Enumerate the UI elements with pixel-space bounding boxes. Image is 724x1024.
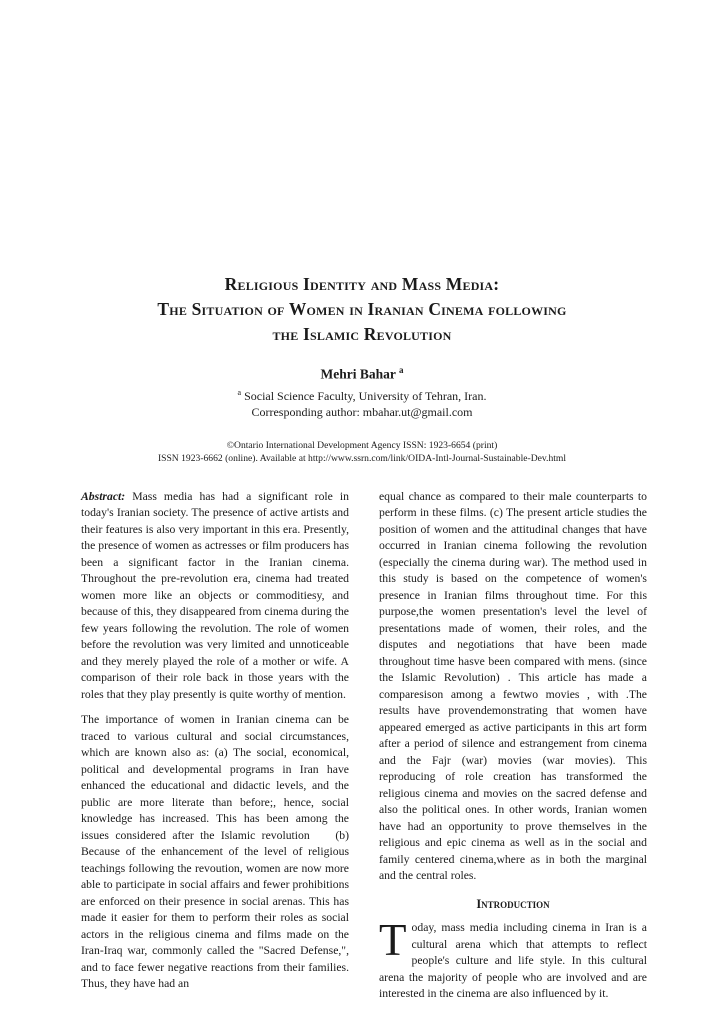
abstract-paragraph <box>81 489 349 704</box>
author-superscript: a <box>399 365 404 375</box>
affiliation-text: Social Science Faculty, University of Tehran, Iran. <box>244 388 487 403</box>
body-columns <box>0 466 724 1012</box>
author-name <box>0 362 724 383</box>
publisher-line-2: ISSN 1923-6662 (online). Available at http://www.ssrn.com/link/OIDA-Intl-Journal-Sustainable-Dev.html <box>157 453 567 464</box>
abstract-label: Abstract: <box>81 489 126 503</box>
paper-title-line-1: Religious Identity and Mass Media: <box>224 274 500 294</box>
publisher-block <box>0 439 724 466</box>
paper-title-line-2: The Situation of Women in Iranian Cinema following <box>157 299 567 319</box>
introduction-heading: Introduction <box>476 896 550 911</box>
introduction-paragraph-text: oday, mass media including cinema in Iran is a cultural arena which that attempts to reflect people's culture and life style. In this cultural arena the majority of people who are involved and are interested in the cinema are also influenced by it. <box>379 921 647 1000</box>
left-column <box>81 489 349 1012</box>
abstract-paragraph-2: The importance of women in Iranian cinema can be traced to various cultural and social circumstances, which are known also as: (a) The social, economical, political and developmental programs in Iran have enhanced the educational and didactic levels, and the public are more literate than before;, hence, social knowledge has increased. This has been among the issues considered after the Islamic revolution (b) Because of the enhancement of the level of religious teachings following the revoution, women are now more able to participate in social affairs and fewer prohibitions are enforced on their presence in social arenas. This has made it easier for them to perform their roles as social actors in the religious cinema and films made on the Iran-Iraq war, commonly called the "Sacred Defense,", and to face fewer negative reactions from their families. Thus, they have had an <box>81 713 349 990</box>
author-affiliation <box>0 385 724 404</box>
author-name-text: Mehri Bahar <box>320 366 396 382</box>
paper-title <box>0 272 724 347</box>
publisher-line-1: ©Ontario International Development Agency ISSN: 1923-6654 (print) <box>226 439 498 451</box>
affiliation-superscript: a <box>237 387 242 397</box>
introduction-paragraph <box>379 915 647 1003</box>
front-matter <box>0 0 724 466</box>
corresponding-author: Corresponding author: mbahar.ut@gmail.com <box>251 404 473 419</box>
dropcap-letter: T <box>379 915 407 965</box>
abstract-paragraph-1-text: Mass media has had a significant role in today's Iranian society. The presence of active artists and their features is also very important in this era. Presently, the presence of women as actresses or film producers has been a significant factor in the Iranian cinema. Throughout the pre-revolution era, cinema had treated women more like an objects or commoditiesy, and because of this, they disappeared from cinema during the few years following the revolution. The role of women before the revolution was very limited and unnoticeable and they merely played the role of a mother or wife. A comparison of their role back in those years with the roles that they play presently is quite worthy of mention. <box>81 489 349 701</box>
paper-title-line-3: the Islamic Revolution <box>272 324 452 344</box>
abstract-paragraph-3: equal chance as compared to their male counterparts to perform in these films. (c) The present article studies the position of women and the attitudinal changes that have occurred in Iranian cinema following the revolution (especially the cinema during war). The method used in this study is based on the competence of women's presence in Iranian films throughout time. For this purpose,the women presentation's level the level of presentations made of women, their roles, and the disputes and negotiations that have been made throughout time hasve been compared with mens. (since the Islamic Revolution) . This article has made a comparesison among a fewtwo movies , with .The results have provendemonstrating that women have appeared emerged as active participants in this art form after a period of silence and estrangement from cinema and the Fajr (war) movies (war movies). This reproducing of role creation has transformed the religious cinema and movies on the sacred defense and also the political ones. In other words, Iranian women have had an opportunity to prove themselves in the religious and epic cinema as well as in the social and family centered cinema,where as in both the marginal and the central roles. <box>379 489 647 882</box>
right-column <box>379 489 647 1012</box>
